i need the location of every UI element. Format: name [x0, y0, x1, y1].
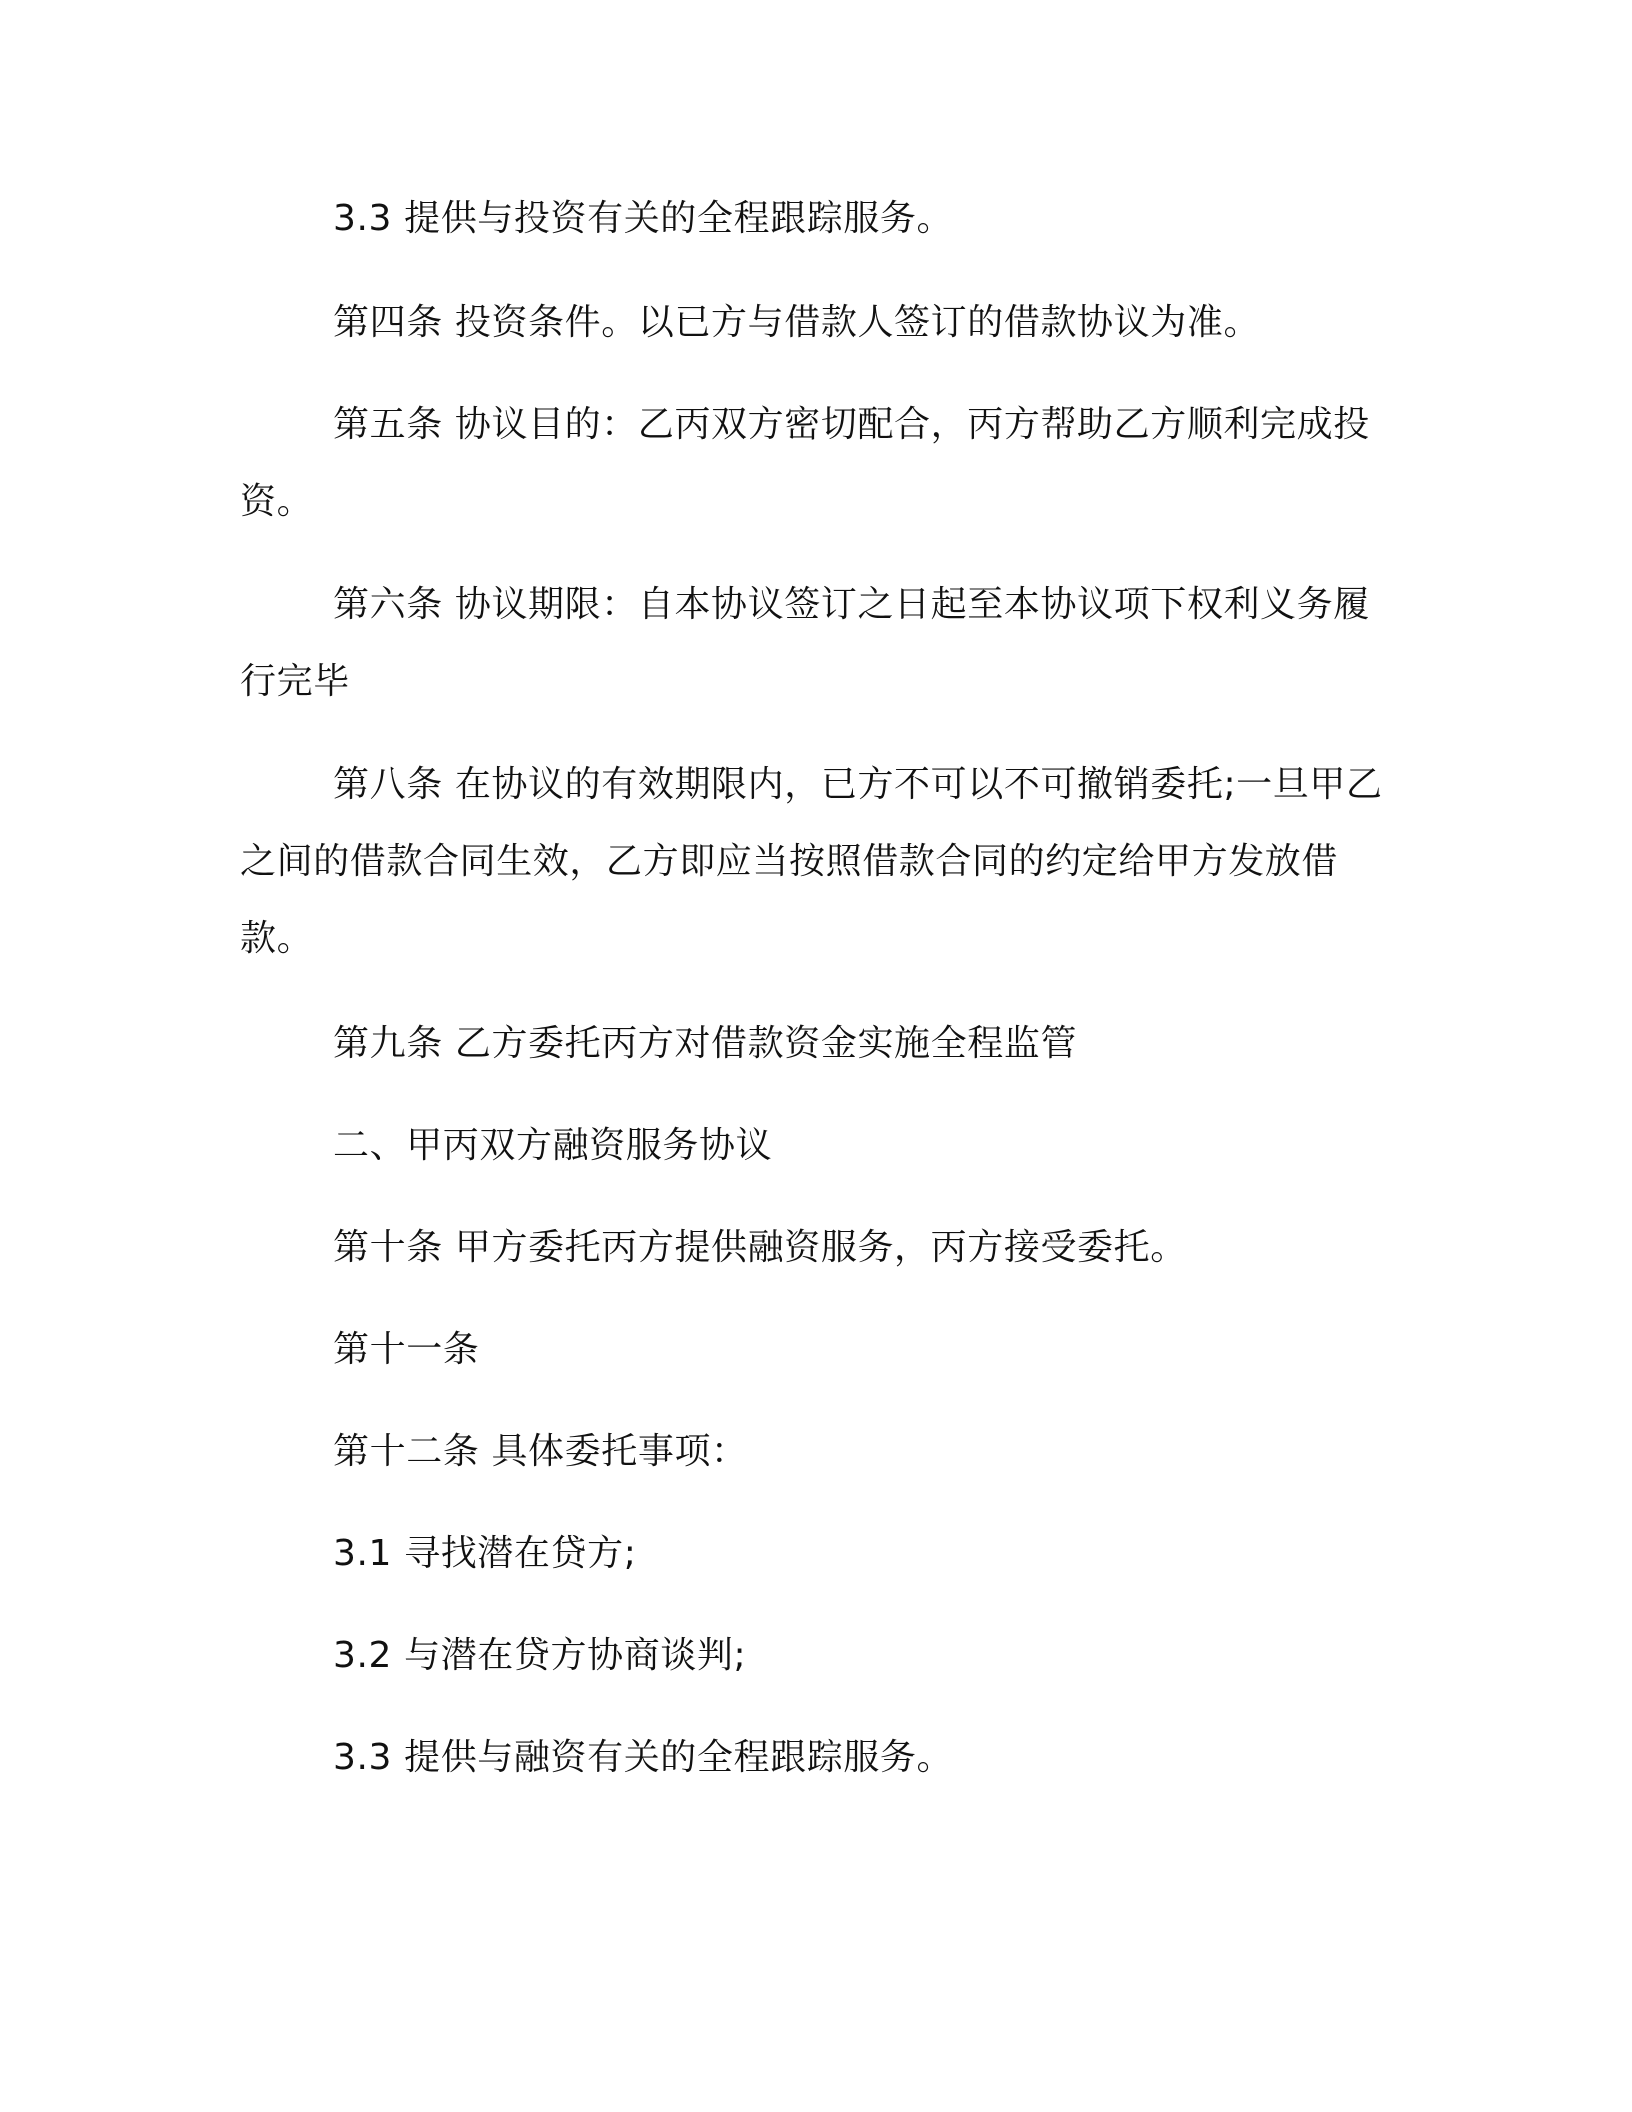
paragraph-article-4: 第四条 投资条件。以已方与借款人签订的借款协议为准。 [333, 302, 1261, 343]
section-heading-2: 二、甲丙双方融资服务协议 [333, 1125, 773, 1166]
paragraph-article-12: 第十二条 具体委托事项： [333, 1431, 748, 1472]
paragraph-article-11: 第十一条 [333, 1329, 480, 1370]
paragraph-3-3-investment: 3.3 提供与投资有关的全程跟踪服务。 [333, 198, 954, 239]
paragraph-article-9: 第九条 乙方委托丙方对借款资金实施全程监管 [333, 1023, 1078, 1064]
paragraph-article-5: 第五条 协议目的：乙丙双方密切配合，丙方帮助乙方顺利完成投资。 [240, 404, 1370, 522]
paragraph-article-10: 第十条 甲方委托丙方提供融资服务，丙方接受委托。 [333, 1227, 1187, 1268]
paragraph-3-1: 3.1 寻找潜在贷方; [333, 1533, 637, 1574]
paragraph-article-8: 第八条 在协议的有效期限内，已方不可以不可撤销委托;一旦甲乙之间的借款合同生效，乙方即应当按照借款合同的约定给甲方发放借款。 [240, 764, 1383, 959]
paragraph-3-3-financing: 3.3 提供与融资有关的全程跟踪服务。 [333, 1737, 954, 1778]
paragraph-article-6: 第六条 协议期限：自本协议签订之日起至本协议项下权利义务履行完毕 [240, 584, 1370, 702]
paragraph-3-2: 3.2 与潜在贷方协商谈判; [333, 1635, 747, 1676]
